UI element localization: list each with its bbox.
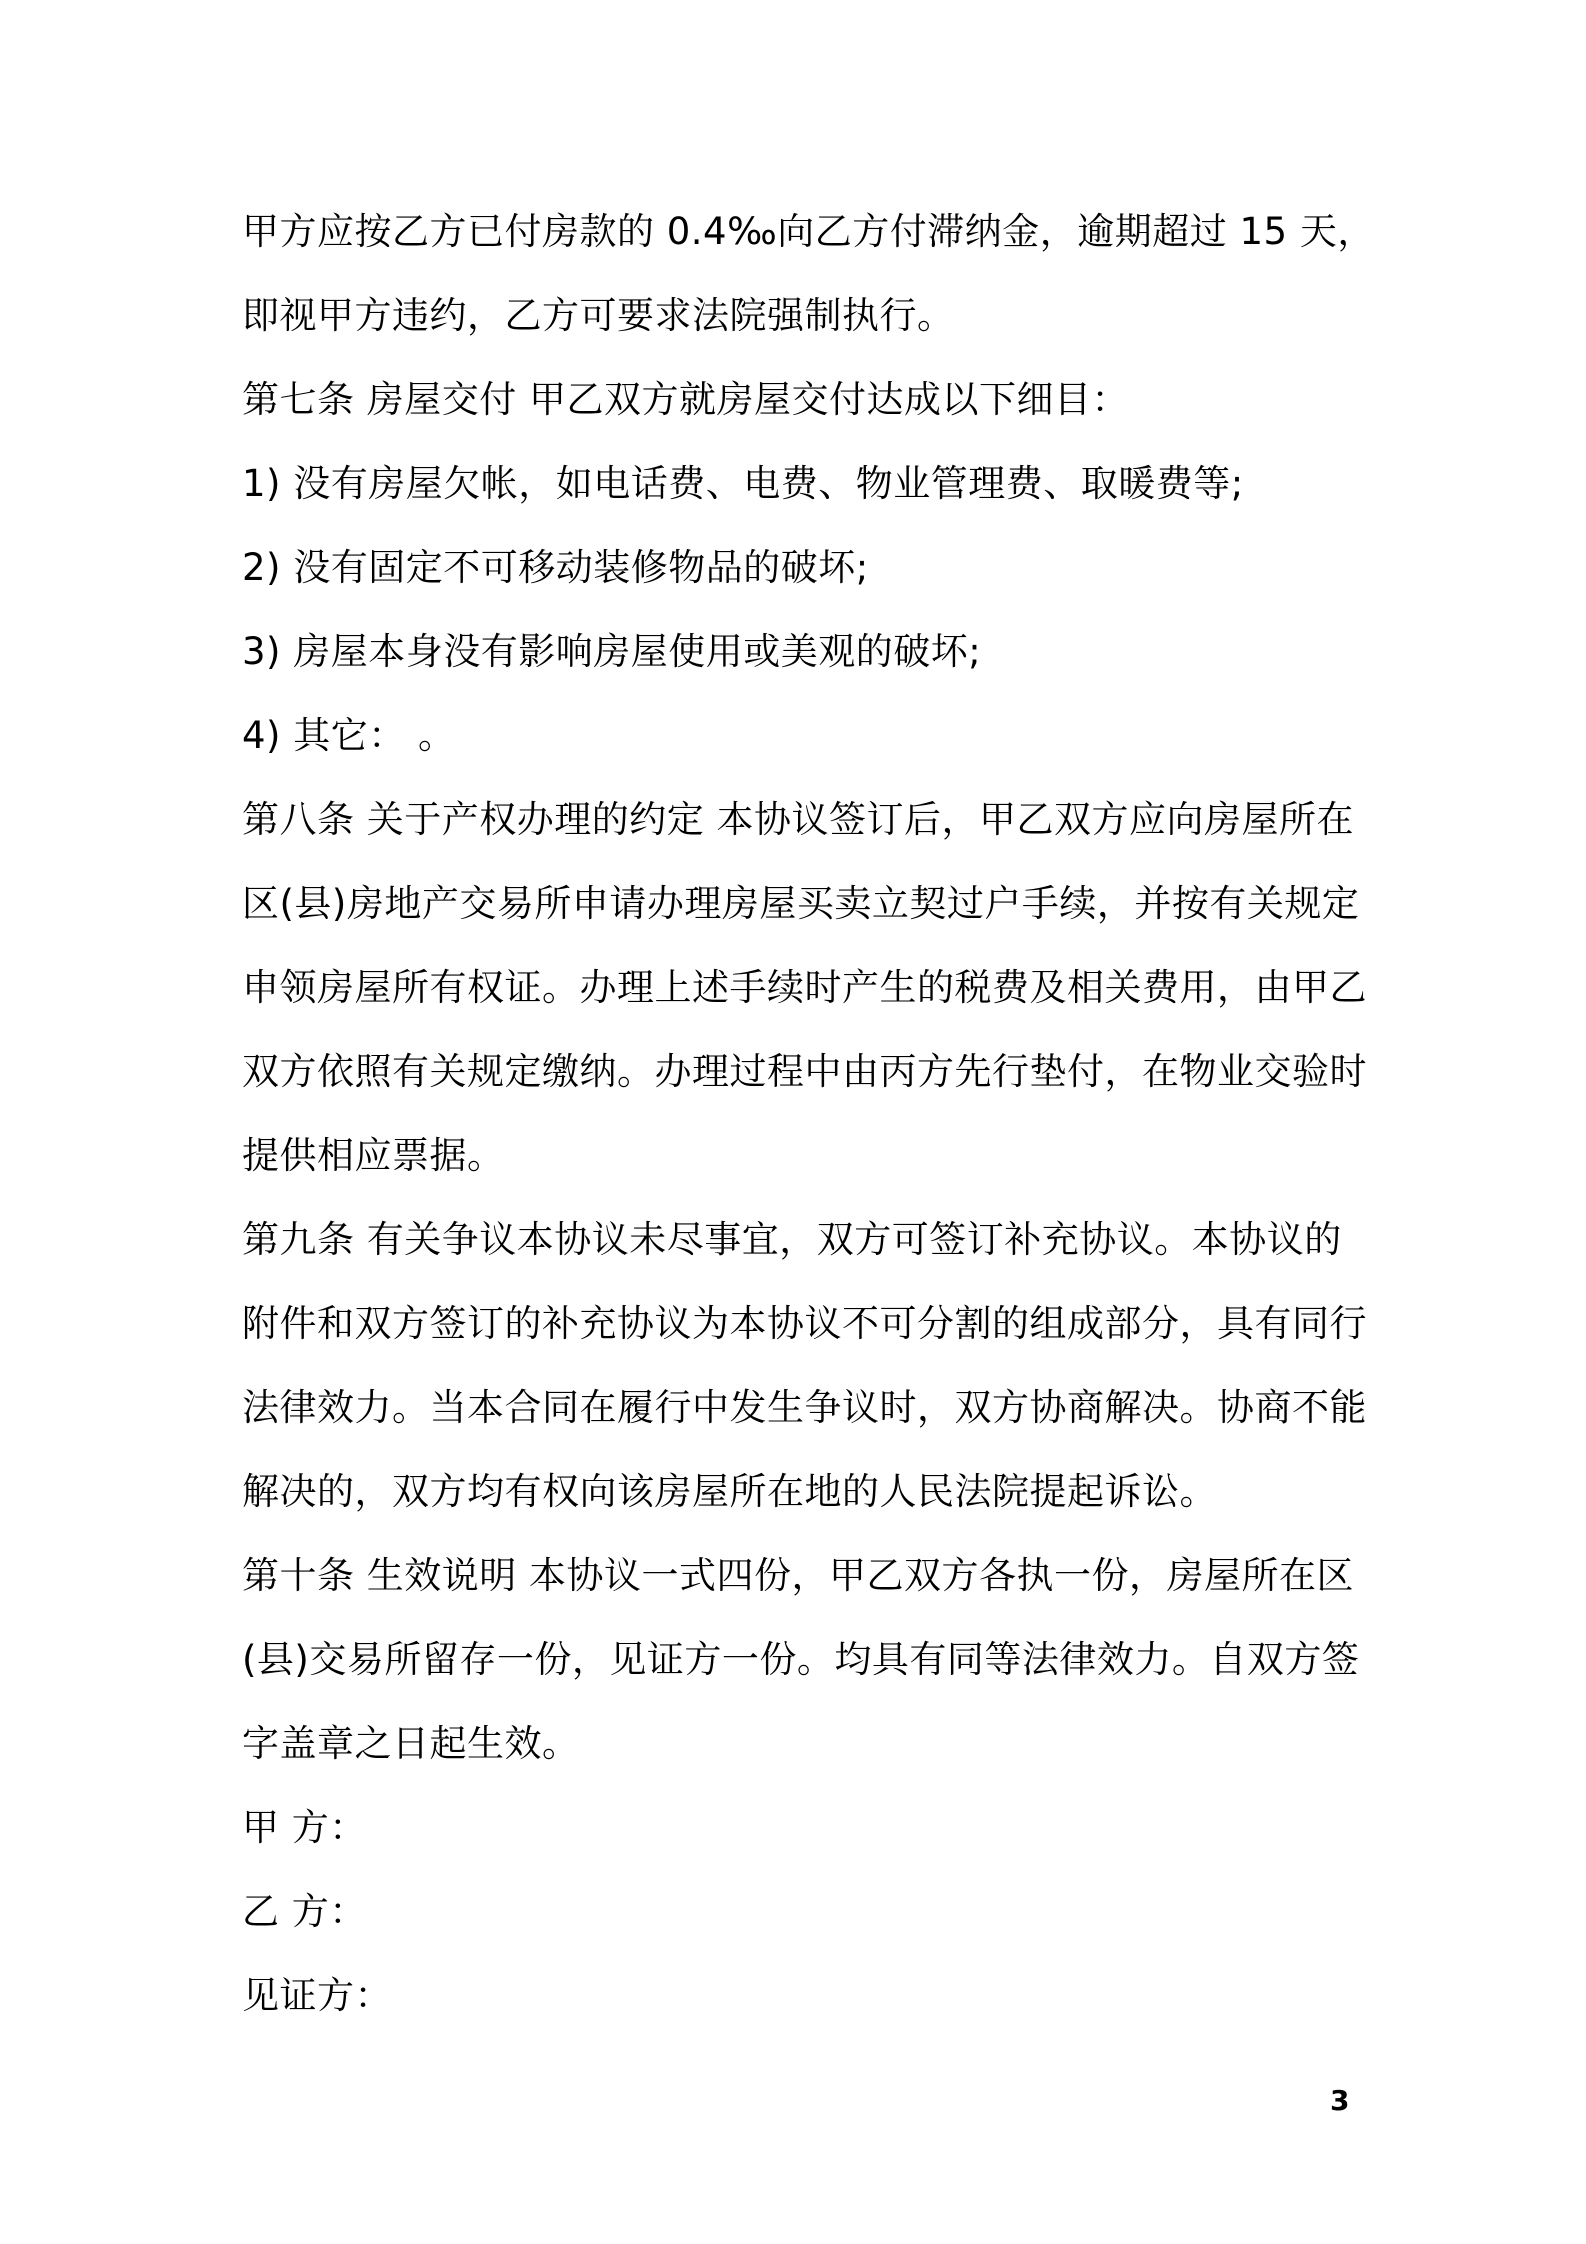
list-item: 1) 没有房屋欠帐，如电话费、电费、物业管理费、取暖费等; bbox=[242, 462, 1244, 505]
list-item: 3) 房屋本身没有影响房屋使用或美观的破坏; bbox=[242, 630, 982, 673]
text-line: 申领房屋所有权证。办理上述手续时产生的税费及相关费用，由甲乙 bbox=[242, 966, 1367, 1009]
text-line: 双方依照有关规定缴纳。办理过程中由丙方先行垫付，在物业交验时 bbox=[242, 1050, 1367, 1093]
page-number: 3 bbox=[1330, 2084, 1350, 2117]
party-b-signature-label: 乙 方： bbox=[242, 1890, 367, 1933]
article-9-heading: 第九条 有关争议本协议未尽事宜，双方可签订补充协议。本协议的 bbox=[242, 1218, 1342, 1261]
text-line: 附件和双方签订的补充协议为本协议不可分割的组成部分，具有同行 bbox=[242, 1302, 1367, 1345]
text-line: 区(县)房地产交易所申请办理房屋买卖立契过户手续，并按有关规定 bbox=[242, 882, 1360, 925]
text-line: 即视甲方违约，乙方可要求法院强制执行。 bbox=[242, 294, 955, 337]
article-10-heading: 第十条 生效说明 本协议一式四份，甲乙双方各执一份，房屋所在区 bbox=[242, 1554, 1355, 1597]
text-line: 解决的，双方均有权向该房屋所在地的人民法院提起诉讼。 bbox=[242, 1470, 1217, 1513]
text-line: 法律效力。当本合同在履行中发生争议时，双方协商解决。协商不能 bbox=[242, 1386, 1367, 1429]
list-item: 2) 没有固定不可移动装修物品的破坏; bbox=[242, 546, 869, 589]
party-a-signature-label: 甲 方： bbox=[242, 1806, 367, 1849]
text-line: 提供相应票据。 bbox=[242, 1134, 505, 1177]
text-line: (县)交易所留存一份，见证方一份。均具有同等法律效力。自双方签 bbox=[242, 1638, 1360, 1681]
article-7-heading: 第七条 房屋交付 甲乙双方就房屋交付达成以下细目： bbox=[242, 378, 1130, 421]
article-8-heading: 第八条 关于产权办理的约定 本协议签订后，甲乙双方应向房屋所在 bbox=[242, 798, 1355, 841]
list-item: 4) 其它： 。 bbox=[242, 714, 456, 757]
witness-signature-label: 见证方： bbox=[242, 1974, 392, 2017]
text-line: 字盖章之日起生效。 bbox=[242, 1722, 580, 1765]
text-line: 甲方应按乙方已付房款的 0.4‰向乙方付滞纳金，逾期超过 15 天， bbox=[242, 210, 1375, 253]
